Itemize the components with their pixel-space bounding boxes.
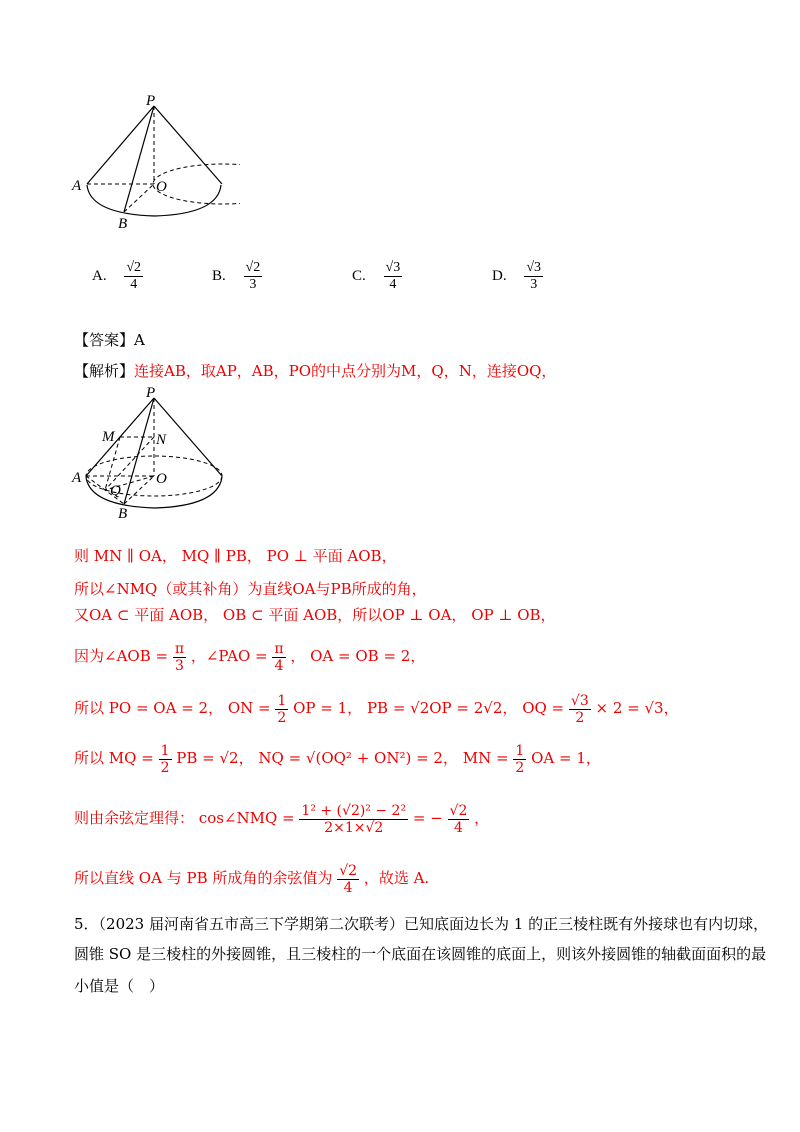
fig2-label-A: A — [72, 470, 82, 486]
fraction-sqrt3-2: $\frac{√3}{2}$ — [570, 692, 589, 726]
solution-line-6: 所以 MQ = $\frac{1}{2}$ PB = √2， NQ = √(OQ² + ON²) = 2， MN = $\frac{1}{2}$ OA = 1， — [74, 742, 601, 776]
label-A: A — [72, 178, 82, 194]
option-d: D. $\frac{√3}{3}$ — [492, 260, 542, 292]
label-B: B — [118, 216, 128, 232]
cone2-segment-PB — [124, 398, 154, 504]
option-d-fraction: $\frac{√3}{3}$ — [526, 260, 542, 292]
fig2-label-Q: Q — [110, 483, 121, 499]
question-5-line-2: 圆锥 SO 是三棱柱的外接圆锥，且三棱柱的一个底面在该圆锥的底面上，则该外接圆锥的轴截面面积的最 — [74, 945, 767, 963]
fraction-sqrt2-4-b: $\frac{√2}{4}$ — [339, 862, 358, 896]
question-5-line-3: 小值是（ ） — [74, 977, 165, 995]
cone-figure-2 — [70, 384, 240, 524]
fig2-label-P: P — [146, 385, 156, 401]
question-5-line-1: 5．（2023 届河南省五市高三下学期第二次联考）已知底面边长为 1 的正三棱柱既有外接球也有内切球， — [74, 915, 769, 933]
option-c: C. $\frac{√3}{4}$ — [352, 260, 401, 292]
fraction-sqrt2-4-a: $\frac{√2}{4}$ — [449, 802, 468, 836]
fraction-1-2-c: $\frac{1}{2}$ — [515, 742, 525, 776]
option-b: B. $\frac{√2}{3}$ — [212, 260, 261, 292]
solution-line-5: 所以 PO = OA = 2， ON = $\frac{1}{2}$ OP = 1， PB = √2OP = 2√2， OQ = $\frac{√3}{2}$ × 2 = √3， — [74, 692, 679, 726]
solution-line-8: 所以直线 OA 与 PB 所成角的余弦值为 $\frac{√2}{4}$ ，故选 A. — [74, 862, 430, 896]
label-O: O — [156, 179, 167, 195]
answer-line: 【答案】A — [74, 331, 145, 349]
fig2-label-O: O — [156, 471, 167, 487]
segment-PB — [124, 106, 154, 212]
fig2-label-M: M — [102, 429, 115, 445]
fraction-cosine: $\frac{\text{1² + (√2)² − 2²}}{2\times 1\times√2}$ — [301, 802, 407, 836]
analysis-line-1: 【解析】连接AB，取AP，AB，PO的中点分别为M，Q，N，连接OQ， — [74, 362, 557, 380]
solution-line-4: 因为∠AOB = $\frac{\pi}{3}$ ，∠PAO = $\frac{\pi}{4}$ ， OA = OB = 2， — [74, 640, 426, 674]
solution-line-2: 所以∠NMQ（或其补角）为直线OA与PB所成的角， — [74, 580, 427, 598]
cone2-base-front — [86, 477, 222, 508]
option-c-fraction: $\frac{√3}{4}$ — [385, 260, 401, 292]
fraction-1-2-b: $\frac{1}{2}$ — [160, 742, 170, 776]
option-a: A. $\frac{√2}{4}$ — [92, 260, 142, 292]
cone-edge-right — [154, 106, 222, 184]
label-P: P — [146, 93, 156, 109]
fraction-1-2-a: $\frac{1}{2}$ — [277, 692, 287, 726]
cone-base-front — [87, 185, 221, 216]
fraction-pi-3: $\frac{\pi}{3}$ — [174, 640, 185, 674]
solution-line-7: 则由余弦定理得： cos∠NMQ = $\frac{\text{1² + (√2)² − 2²}}{2\times 1\times√2}$ = − $\frac{√2}{4}$ ， — [74, 802, 490, 836]
solution-line-3: 又OA ⊂ 平面 AOB， OB ⊂ 平面 AOB，所以OP ⊥ OA， OP ⊥ OB， — [74, 606, 556, 624]
solution-line-1: 则 MN ∥ OA， MQ ∥ PB， PO ⊥ 平面 AOB， — [74, 547, 397, 565]
option-a-fraction: $\frac{√2}{4}$ — [126, 260, 142, 292]
fig2-label-N: N — [156, 432, 167, 448]
cone-figure-1 — [70, 92, 240, 232]
fraction-pi-4: $\frac{\pi}{4}$ — [274, 640, 284, 674]
option-b-fraction: $\frac{√2}{3}$ — [245, 260, 261, 292]
fig2-label-B: B — [118, 506, 128, 522]
cone-edge-left — [87, 106, 154, 184]
